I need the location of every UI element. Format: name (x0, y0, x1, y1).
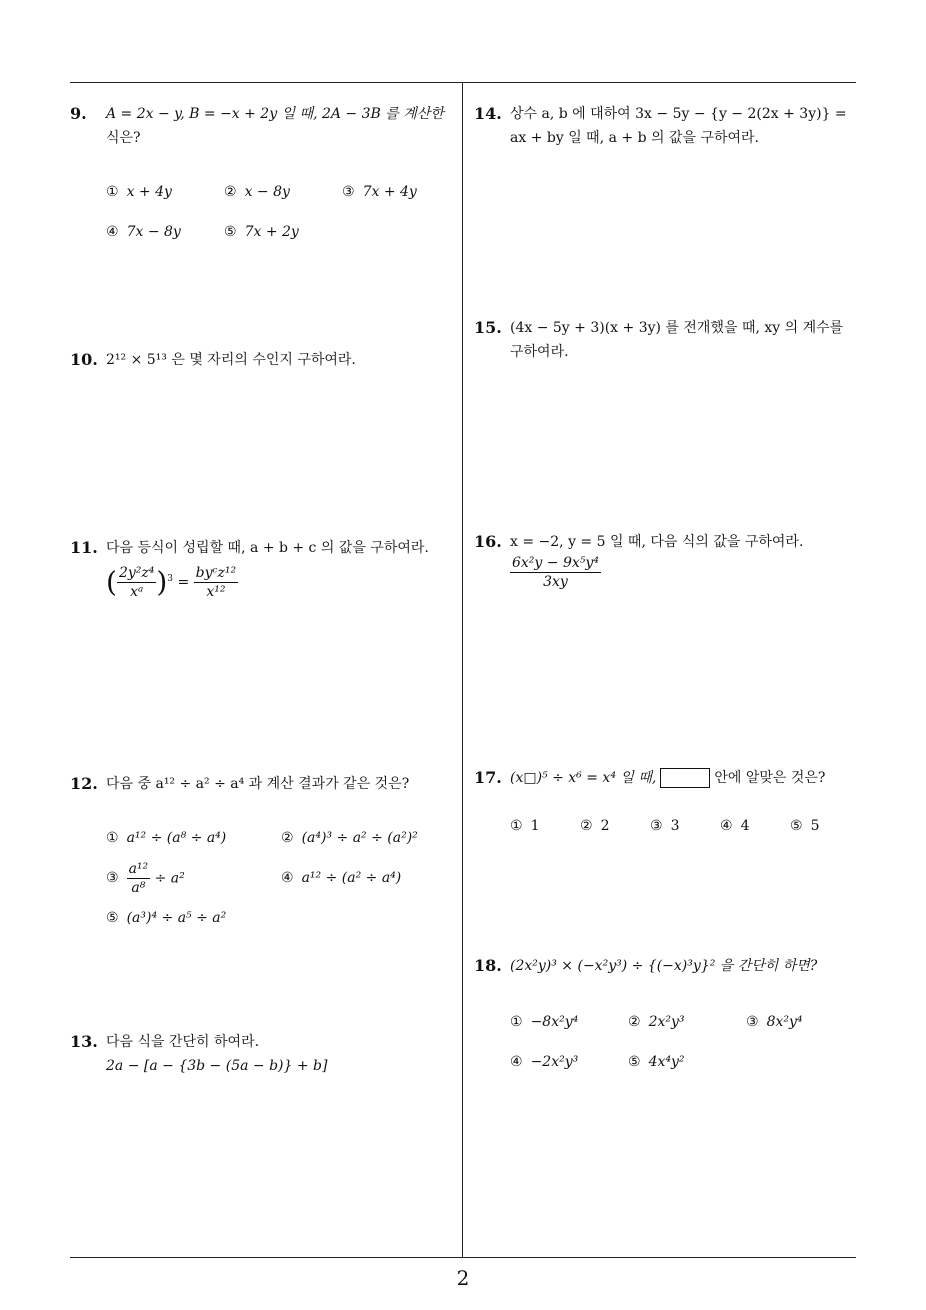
choices (106, 818, 460, 938)
choice-1[interactable]: ① x + 4y (106, 184, 172, 200)
question-18 (474, 954, 864, 1082)
choice-1[interactable]: ① 1 (510, 818, 540, 834)
choice-4[interactable]: ④ 7x − 8y (106, 224, 181, 240)
question-13 (70, 1030, 460, 1078)
choice-2[interactable]: ② 2x²y³ (628, 1014, 685, 1030)
choice-4[interactable]: ④ 4 (720, 818, 750, 834)
question-15 (474, 316, 864, 364)
choice-1[interactable]: ① a¹² ÷ (a⁸ ÷ a⁴) (106, 830, 227, 846)
page-number: 2 (456, 1266, 470, 1290)
question-number: 16. (474, 532, 502, 551)
choice-4[interactable]: ④ a¹² ÷ (a² ÷ a⁴) (281, 870, 402, 886)
choice-5[interactable]: ⑤ 4x⁴y² (628, 1054, 685, 1070)
choice-2[interactable]: ② x − 8y (224, 184, 290, 200)
choice-2[interactable]: ② (a⁴)³ ÷ a² ÷ (a²)² (281, 830, 418, 846)
question-9 (70, 102, 460, 252)
question-14 (474, 102, 864, 150)
question-10 (70, 348, 460, 372)
choice-1[interactable]: ① −8x²y⁴ (510, 1014, 579, 1030)
question-text: 다음 식을 간단히 하여라. (106, 1034, 260, 1050)
choice-5[interactable]: ⑤ (a³)⁴ ÷ a⁵ ÷ a² (106, 910, 227, 926)
top-rule (70, 82, 856, 83)
choice-5[interactable]: ⑤ 7x + 2y (224, 224, 299, 240)
choice-3[interactable]: ③ $\frac{\text{a¹²}}{\text{a⁸}}$ ÷ a² (106, 860, 185, 896)
question-number: 11. (70, 538, 98, 557)
question-text-2: 구하여라. (510, 344, 569, 360)
choices (510, 806, 864, 846)
question-text: x = −2, y = 5 일 때, 다음 식의 값을 구하여라. (510, 534, 804, 550)
question-text: (x□)⁵ ÷ x⁶ = x⁴ 일 때, 안에 알맞은 것은? (510, 770, 826, 786)
expression: $\frac{\text{6x²y − 9x⁵y⁴}}{3xy}$ (512, 555, 599, 590)
question-number: 9. (70, 104, 87, 123)
choice-3[interactable]: ③ 3 (650, 818, 680, 834)
question-number: 12. (70, 774, 98, 793)
question-text: (2x²y)³ × (−x²y³) ÷ {(−x)³y}² 을 간단히 하면? (510, 958, 818, 974)
choice-4[interactable]: ④ −2x²y³ (510, 1054, 579, 1070)
question-16 (474, 530, 864, 591)
question-number: 15. (474, 318, 502, 337)
column-divider (462, 82, 463, 1257)
question-text: 상수 a, b 에 대하여 3x − 5y − {y − 2(2x + 3y)} = (510, 106, 847, 122)
choice-3[interactable]: ③ 8x²y⁴ (746, 1014, 803, 1030)
expression: 2a − [a − {3b − (5a − b)} + b] (106, 1058, 328, 1074)
question-number: 17. (474, 768, 502, 787)
question-text-2: ax + by 일 때, a + b 의 값을 구하여라. (510, 130, 760, 146)
question-text: (4x − 5y + 3)(x + 3y) 를 전개했을 때, xy 의 계수를 (510, 320, 844, 336)
question-text-2: 식은? (106, 130, 141, 146)
bottom-rule (70, 1257, 856, 1258)
choice-3[interactable]: ③ 7x + 4y (342, 184, 417, 200)
question-number: 14. (474, 104, 502, 123)
question-12 (70, 772, 460, 938)
answer-box (660, 768, 710, 788)
question-17 (474, 766, 864, 846)
choices (510, 1002, 864, 1082)
question-text: 다음 중 a¹² ÷ a² ÷ a⁴ 과 계산 결과가 같은 것은? (106, 776, 410, 792)
choice-5[interactable]: ⑤ 5 (790, 818, 820, 834)
question-text: A = 2x − y, B = −x + 2y 일 때, 2A − 3B 를 계산한 (106, 106, 444, 122)
question-11 (70, 536, 460, 601)
choice-2[interactable]: ② 2 (580, 818, 610, 834)
question-number: 13. (70, 1032, 98, 1051)
equation: ( $\frac{\text{2y²z⁴}}{\text{xᵃ}}$ )$^3$ = $\frac{\text{byᶜz¹²}}{\text{x¹²}}$ (106, 565, 237, 600)
question-number: 10. (70, 350, 98, 369)
question-text: 다음 등식이 성립할 때, a + b + c 의 값을 구하여라. (106, 540, 429, 556)
choices (106, 172, 460, 252)
question-text: 2¹² × 5¹³ 은 몇 자리의 수인지 구하여라. (106, 352, 356, 368)
question-number: 18. (474, 956, 502, 975)
